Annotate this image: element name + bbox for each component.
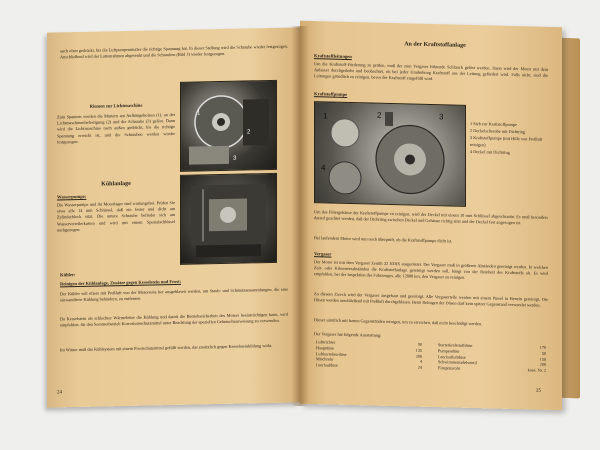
spec-table-left <box>314 339 424 371</box>
svg-text:1: 1 <box>197 110 201 117</box>
legend-item: 1 Sieb zur Kraftstoffpumpe <box>470 120 518 128</box>
spec-label: Luftkorrekturdüse <box>316 350 347 357</box>
vergaser-paragraph-3: Dieser sämtlich mit harten Gegenständen reinigen, um zu erreichen, daß nicht beschädigt werden. <box>314 317 483 327</box>
fuel-pump-illustration <box>315 102 465 206</box>
spec-value: 150 <box>539 356 546 362</box>
spec-value: 90 <box>417 341 422 347</box>
intro-paragraph: auch oben gedrückt, bis die Luftpumpenmutter die richtige Spannung hat. In dieser Stellung wird die Schraube wieder festgezogen. Anschließend wird der Lattenrahmen abgesenkt und die Schrauben (Bild 3) wieder festgezogen. <box>60 43 288 60</box>
spec-label: Hauptdüse <box>316 344 334 351</box>
kuehler-paragraph-3: Im Winter muß das Kühlsystem mit einem Frostschutzmittel gefüllt werden, das zusätzlich gegen Kesselsteinbildung wirkt. <box>60 342 273 353</box>
wasserpumpe-heading: Wasserpumpe: <box>57 193 87 200</box>
svg-text:3: 3 <box>439 112 444 122</box>
section-title-lichtmaschine: Riemen zur Lichtmaschine <box>89 102 143 109</box>
ausstattung-heading: Der Vergaser hat folgende Ausstattung: <box>314 331 382 338</box>
spec-table-right <box>436 342 548 374</box>
water-pump-photo <box>180 173 277 265</box>
kuehler-paragraph-2: Da Kesselstein als schlechter Wärmeleiter die Kühlung und damit die Betriebssicherheit des Motors beeinträchtigen kann, wird empfohlen, für den Sommerbetrieb Korrosionsschutzmittel unter Beachtung der speziellen Gebrauchsanweisung zu verwenden. <box>60 311 288 328</box>
kraftstoffpumpe-heading: Kraftstoffpumpe <box>314 91 348 97</box>
spec-value: 24 <box>417 364 422 370</box>
spec-value: 135 <box>415 347 422 353</box>
svg-text:4: 4 <box>321 163 326 173</box>
svg-text:3: 3 <box>233 155 237 162</box>
svg-text:1: 1 <box>323 111 328 121</box>
pump-legend <box>470 121 552 157</box>
spec-value: 200 <box>415 353 422 359</box>
page-number-left: 24 <box>57 390 62 396</box>
fuel-pump-photo <box>314 101 466 207</box>
left-page <box>47 27 300 407</box>
spec-label: Einspritzrohr <box>438 365 461 371</box>
vergaser-heading: Vergaser <box>314 251 332 257</box>
svg-text:2: 2 <box>247 129 251 136</box>
pumpe-paragraph-1: Um das Filtergehäuse der Kraftstoffpumpe zu reinigen, wird der Deckel mit einem 10 mm Schlüssel abgeschraubt. Es muß besonders darauf geachtet werden, daß der Dichtring zwischen Deckel und Gehäuse richtig sitzt und der Deckel fest angezogen ist. <box>314 209 548 226</box>
spec-value: kons. Nr. 2 <box>527 367 546 373</box>
spec-label: Starterkraftstoffdüse <box>438 342 473 349</box>
legend-item: 3 Kraftstoffpumpe (mit Hilfe von Preßluft reinigen) <box>470 135 543 147</box>
spec-value: 4 <box>419 359 422 365</box>
kraftstoffleitungen-paragraph: Um die Kraftstoff-Förderung zu prüfen, muß der zum Vergaser führende Schlauch gelöst werden. Dann wird der Motor mit dem Anlasser durchgedreht und beobachtet, ob bei jeder Umdrehung Kraftstoff aus der Leitung gefördert wird. Falls nicht, sind die Leitungen gründlich zu reinigen, bevor der Kraftstoff eingefüllt wird. <box>314 61 548 82</box>
vergaser-paragraph-1: Der Motor ist mit dem Vergaser Zenith 32 NDIX ausgerüstet. Der Vergaser muß in größeren Abständen gereinigt werden. In welchen Zeit- oder Kilometerabständen die Kraftstoffanlage gereinigt werden soll, hängt von der Reinheit des Kraftstoffs ab. Es wird empfohlen, bei der Inspektion des Fahrzeuges, alle 12000 km, den Vergaser zu reinigen. <box>314 259 548 281</box>
kuehler-subheading: Reinigen der Kühlanlage, Zusätze gegen Kesselstein und Frost: <box>60 278 182 287</box>
spec-label: Leerlaufdüse <box>316 362 338 368</box>
water-pump-illustration <box>181 174 276 264</box>
legend-item: 2 Deckelschraube mit Dichtring <box>470 128 526 135</box>
page-number-right: 25 <box>536 388 541 394</box>
book-gutter <box>291 26 309 406</box>
spec-label: Leerlaufluftdüse <box>438 353 466 360</box>
lichtmaschine-paragraph: Zum Spannen werden die Muttern am Aufhängebolzen (1), an der Lichtmaschinenbefestigung (2) und die Schraube (3) gelöst. Dann wird die Lichtmaschine nach außen gedrückt, bis die richtige Spannung erreicht ist, und die Schrauben werden wieder festgezogen. <box>57 111 175 145</box>
kraftstoffleitungen-heading: Kraftstoffleitungen <box>314 53 352 60</box>
generator-photo <box>180 80 277 172</box>
kuehler-paragraph-1: Der Kühler soll öfters mit Preßluft von der Motorseite her ausgeblasen werden, um Staub- und Schmutzansammlungen, die eine einwandfreie Kühlung behindern, zu entfernen. <box>60 286 288 303</box>
page-header-title: An der Kraftstoffanlage <box>404 41 466 49</box>
legend-item: 4 Deckel mit Dichtring <box>470 148 510 155</box>
spec-value: 170 <box>539 344 546 350</box>
kuehler-heading: Kühler: <box>60 272 76 278</box>
spec-label: Mischrohr <box>316 356 334 363</box>
svg-text:2: 2 <box>377 110 382 120</box>
spec-label: Lufttrichter <box>316 339 336 345</box>
vergaser-paragraph-2: Zu diesem Zweck wird der Vergaser ausgebaut und gereinigt. Alle Vergaserteile werden mit einem Pinsel in Benzin gereinigt. Die Düsen werden anschließend mit Preßluft durchgeblasen. Beim Reinigen der Düsen darf kein spitzer Gegenstand verwendet werden. <box>314 291 548 308</box>
spec-value: 200 <box>539 362 546 368</box>
spec-label: Schwimmernadelventil <box>438 359 477 366</box>
generator-illustration <box>181 81 276 171</box>
right-page <box>300 21 562 410</box>
spec-label: Pumpendüse <box>438 347 460 354</box>
pumpe-paragraph-2: Bei laufendem Motor wird nun noch überprüft, ob die Kraftstoffpumpe dicht ist. <box>314 235 453 244</box>
section-title-kuehlanlage: Kühlanlage <box>101 180 131 188</box>
wasserpumpe-paragraph: Die Wasserpumpe und ihr Motorlager sind wartungsfrei. Prüfen Sie etwa alle 14 mm Schlüssel, daß ein fester und dicht am Zylinderblock sitzt. Die untere Schraube befindet sich am Wasserverteilerkasten und wird mit einem Spezialschlüssel nachgezogen. <box>57 199 175 233</box>
spec-value: 50 <box>541 350 546 356</box>
